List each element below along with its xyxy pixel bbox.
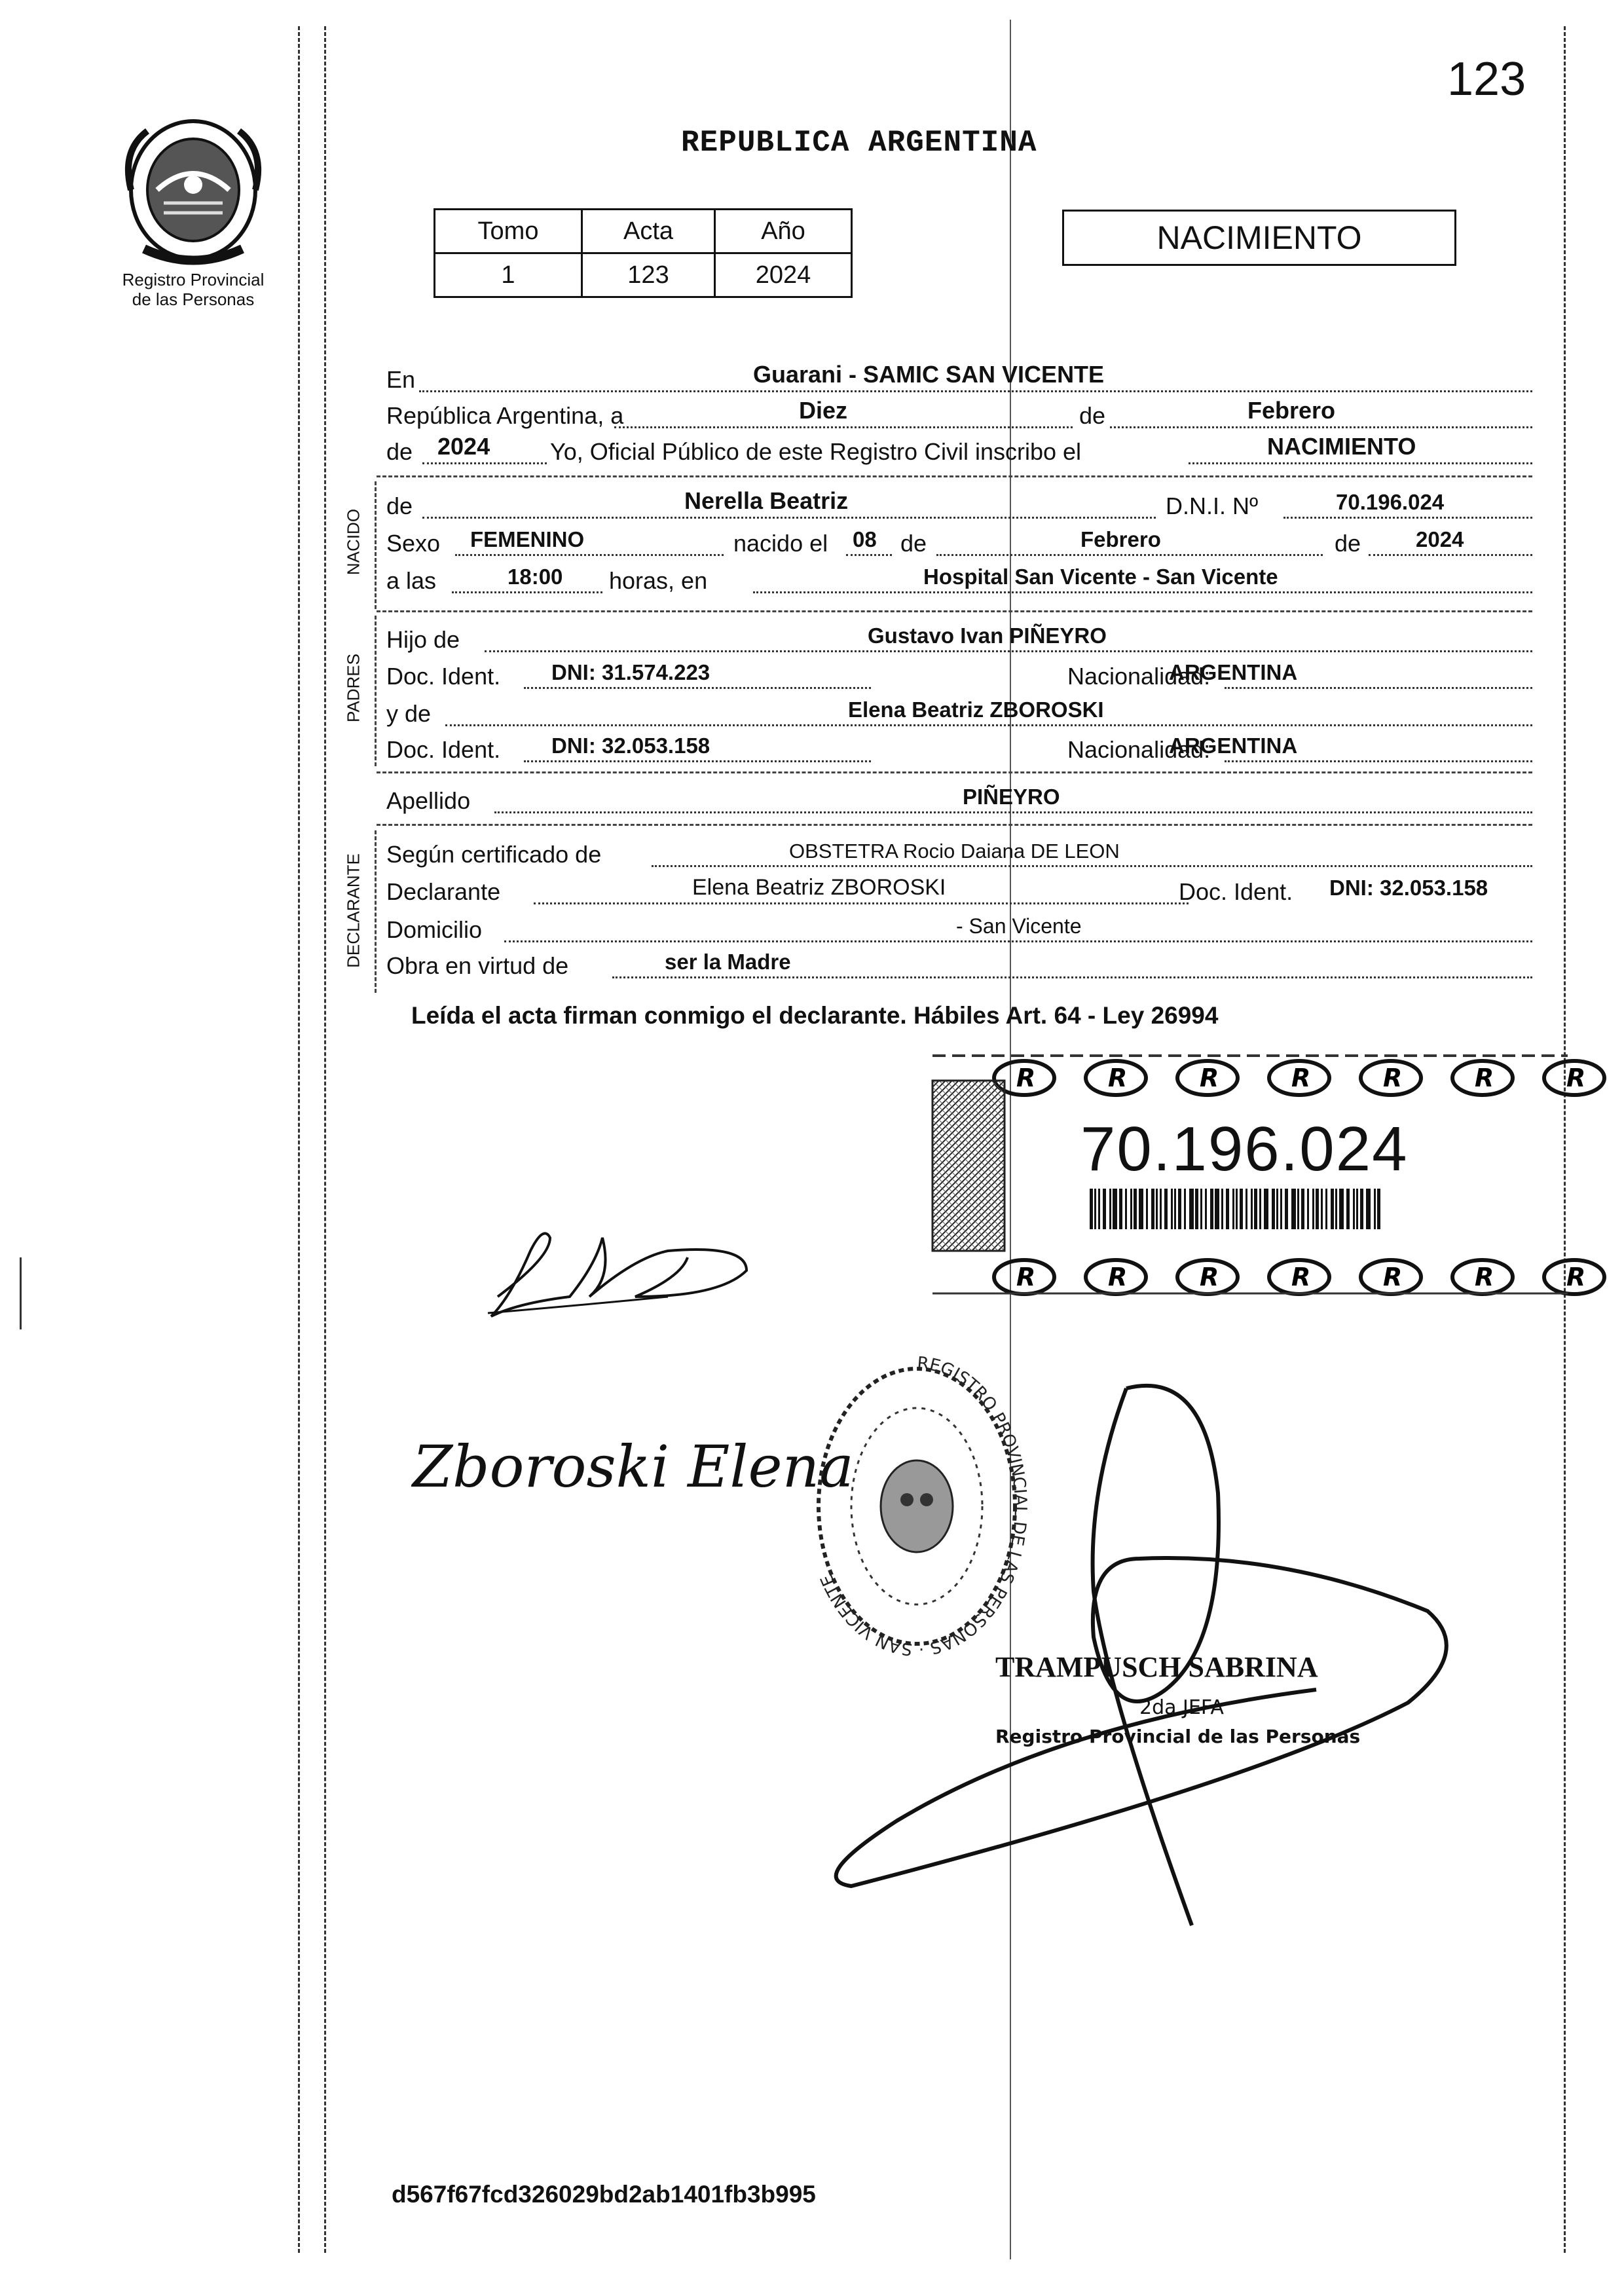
barcode-bar (1339, 1189, 1344, 1229)
barcode-bar (1276, 1189, 1278, 1229)
dotted-line (1225, 760, 1532, 762)
label-de5: de (1335, 530, 1361, 557)
label-docident-madre: Doc. Ident. (386, 736, 501, 763)
value-padre-nac: ARGENTINA (1169, 660, 1298, 684)
value-apellido: PIÑEYRO (963, 785, 1060, 809)
row-en (386, 363, 1532, 396)
r-pattern-letter: R (1566, 1263, 1586, 1291)
row-padre (386, 623, 1532, 656)
barcode-bar (1189, 1189, 1194, 1229)
barcode-bar (1090, 1189, 1093, 1229)
barcode-bar (1280, 1189, 1282, 1229)
value-decl-doc: DNI: 32.053.158 (1329, 876, 1488, 900)
dotted-line (612, 976, 1532, 978)
section-divider (377, 771, 1532, 773)
section-bar-declarante (375, 830, 377, 993)
dotted-line (485, 650, 1532, 652)
label-horas: horas, en (609, 567, 708, 594)
dotted-line (1283, 517, 1532, 519)
dotted-line (1225, 687, 1532, 689)
logo-caption-line1: Registro Provincial (122, 270, 265, 289)
barcode-bar (1377, 1189, 1380, 1229)
value-madre: Elena Beatriz ZBOROSKI (848, 697, 1104, 722)
section-divider (377, 824, 1532, 826)
r-pattern-letter: R (1566, 1064, 1586, 1092)
value-certificado: OBSTETRA Rocio Daiana DE LEON (789, 840, 1120, 862)
barcode-bar (1264, 1189, 1268, 1229)
dotted-line (1110, 426, 1532, 428)
barcode-bar (1259, 1189, 1261, 1229)
value-hora: 18:00 (507, 565, 563, 589)
misiones-coat-of-arms-icon (118, 111, 268, 269)
row-hora-lugar (386, 565, 1532, 597)
barcode-bar (1164, 1189, 1168, 1229)
barcode-bar (1232, 1189, 1234, 1229)
tomo-acta-year-table (434, 208, 853, 298)
round-seal-text: REGISTRO PROVINCIAL DE LAS PERSONAS · SAN VICENTE (817, 1353, 1031, 1657)
closing-statement: Leída el acta firman conmigo el declarante. Hábiles Art. 64 - Ley 26994 (411, 1002, 1219, 1029)
value-madre-nac: ARGENTINA (1169, 733, 1298, 758)
barcode-bar (1366, 1189, 1371, 1229)
label-obra: Obra en virtud de (386, 952, 569, 979)
barcode-bar (1221, 1189, 1223, 1229)
barcode-bar (1240, 1189, 1243, 1229)
side-label-declarante: DECLARANTE (343, 853, 363, 968)
dotted-line (524, 687, 871, 689)
r-pattern-letter: R (1200, 1064, 1219, 1092)
value-nac-anio: 2024 (1416, 527, 1464, 551)
value-nac-mes: Febrero (1080, 527, 1161, 551)
header-tomo: Tomo (435, 210, 582, 253)
section-bar-nacido (375, 481, 377, 609)
value-anio: 2024 (715, 253, 852, 297)
r-pattern-letter: R (1016, 1263, 1036, 1291)
r-pattern-letter: R (1475, 1064, 1494, 1092)
r-pattern-letter: R (1108, 1263, 1128, 1291)
dotted-line (1189, 462, 1532, 464)
value-padre: Gustavo Ivan PIÑEYRO (868, 623, 1107, 648)
barcode-bar (1215, 1189, 1219, 1229)
row-madre-doc (386, 733, 1532, 766)
value-en: Guarani - SAMIC SAN VICENTE (753, 361, 1105, 388)
barcode-bar (1251, 1189, 1253, 1229)
row-sexo-nacimiento (386, 527, 1532, 560)
barcode-bar (1301, 1189, 1304, 1229)
barcode-bar (1098, 1189, 1100, 1229)
row-fecha-acta (386, 399, 1532, 432)
barcode-bar (1130, 1189, 1132, 1229)
barcode-bar (1316, 1189, 1319, 1229)
barcode-bar (1134, 1189, 1137, 1229)
dotted-line (445, 724, 1532, 726)
barcode-bar (1285, 1189, 1288, 1229)
logo-caption-line2: de las Personas (132, 289, 255, 309)
label-apellido: Apellido (386, 787, 471, 814)
stamp-line-name: TRAMPUSCH SABRINA (995, 1651, 1318, 1683)
barcode-bar (1146, 1189, 1148, 1229)
barcode-bar (1103, 1189, 1106, 1229)
declarant-signature-text: Zboroski Elena (413, 1433, 854, 1500)
side-label-padres: PADRES (343, 654, 363, 722)
binding-line-left (298, 26, 300, 2253)
barcode-bar (1200, 1189, 1202, 1229)
r-pattern-letter: R (1383, 1064, 1403, 1092)
dni-seal-number: 70.196.024 (1080, 1114, 1409, 1184)
dotted-line (504, 940, 1532, 942)
row-obra (386, 950, 1532, 982)
logo-caption (98, 270, 288, 309)
label-yde: y de (386, 700, 432, 727)
barcode-bar (1171, 1189, 1173, 1229)
value-dia: Diez (799, 397, 848, 424)
dotted-line (452, 591, 602, 593)
label-nacionalidad: Nacionalidad: (1067, 663, 1211, 690)
section-divider (377, 475, 1532, 477)
barcode-bar (1119, 1189, 1122, 1229)
barcode-bar (1374, 1189, 1376, 1229)
barcode-bar (1184, 1189, 1186, 1229)
value-declarante: Elena Beatriz ZBOROSKI (692, 875, 946, 900)
value-dni: 70.196.024 (1336, 490, 1445, 514)
barcode-bar (1151, 1189, 1154, 1229)
record-type-box: NACIMIENTO (1062, 210, 1456, 266)
label-docident: Doc. Ident. (386, 663, 501, 690)
row-apellido (386, 785, 1532, 817)
barcode-bar (1346, 1189, 1350, 1229)
official-signature-icon (799, 1362, 1480, 1932)
dotted-line (614, 426, 1073, 428)
label-republica: República Argentina, a (386, 402, 624, 429)
barcode-bar (1113, 1189, 1117, 1229)
label-nacionalidad-madre: Nacionalidad: (1067, 736, 1211, 763)
barcode-bar (1335, 1189, 1337, 1229)
barcode-bar (1254, 1189, 1257, 1229)
dotted-line (419, 390, 1532, 392)
r-pattern-letter: R (1475, 1263, 1494, 1291)
barcode-bar (1272, 1189, 1275, 1229)
barcode-bar (1325, 1189, 1327, 1229)
dotted-line (652, 865, 1532, 867)
barcode-bar (1226, 1189, 1229, 1229)
label-dni: D.N.I. Nº (1166, 492, 1259, 519)
stamp-line-role: 2da JEFA (1139, 1696, 1224, 1719)
r-pattern-row-top (994, 1061, 1604, 1095)
barcode-bar (1205, 1189, 1207, 1229)
label-oficial: Yo, Oficial Público de este Registro Civil inscribo el (550, 438, 1082, 465)
value-nac-dia: 08 (853, 527, 877, 551)
value-mes: Febrero (1247, 397, 1336, 424)
left-mark (20, 1257, 22, 1329)
r-pattern-letter: R (1108, 1064, 1128, 1092)
official-name-stamp (982, 1650, 1388, 1768)
barcode-bar (1156, 1189, 1158, 1229)
r-pattern-letter: R (1291, 1064, 1311, 1092)
header-anio: Año (715, 210, 852, 253)
row-padre-doc (386, 660, 1532, 693)
r-pattern-letter: R (1291, 1263, 1311, 1291)
barcode-bar (1331, 1189, 1334, 1229)
barcode-bar (1109, 1189, 1111, 1229)
value-padre-doc: DNI: 31.574.223 (551, 660, 710, 684)
dotted-line (936, 554, 1323, 556)
barcode-bar (1312, 1189, 1314, 1229)
barcode-bar (1356, 1189, 1358, 1229)
binding-line-inner (324, 26, 326, 2253)
document-title: REPUBLICA ARGENTINA (681, 126, 1037, 160)
barcode-bar (1297, 1189, 1299, 1229)
row-anio-oficial (386, 433, 1532, 468)
dotted-line (1369, 554, 1532, 556)
barcode-bar (1125, 1189, 1127, 1229)
barcode-bar (1195, 1189, 1198, 1229)
dotted-line (753, 591, 1532, 593)
dotted-line (534, 902, 1189, 904)
value-nombre: Nerella Beatriz (684, 487, 849, 514)
barcode-bar (1353, 1189, 1355, 1229)
label-de: de (1079, 402, 1106, 429)
side-label-nacido: NACIDO (343, 508, 363, 576)
stamp-line-office: Registro Provincial de las Personas (995, 1726, 1361, 1747)
label-de4: de (900, 530, 927, 557)
value-lugar: Hospital San Vicente - San Vicente (923, 565, 1278, 589)
registrar-signature-icon (471, 1198, 760, 1329)
row-domicilio (386, 914, 1532, 946)
dotted-line (455, 554, 724, 556)
label-de3: de (386, 492, 413, 519)
header-acta: Acta (582, 210, 715, 253)
value-tomo: 1 (435, 253, 582, 297)
dotted-line (494, 811, 1532, 813)
label-de2: de (386, 438, 413, 465)
section-bar-padres (375, 616, 377, 766)
barcode-bar (1210, 1189, 1213, 1229)
value-domicilio: - San Vicente (956, 914, 1082, 938)
label-en: En (386, 366, 416, 393)
declarant-signature (406, 1421, 854, 1513)
value-inscribo: NACIMIENTO (1267, 433, 1416, 460)
barcode-bar (1160, 1189, 1162, 1229)
row-declarante (386, 876, 1532, 908)
r-pattern-letter: R (1016, 1064, 1036, 1092)
barcode-bar (1236, 1189, 1238, 1229)
dotted-line (422, 517, 1156, 519)
label-sexo: Sexo (386, 530, 441, 557)
value-obra: ser la Madre (665, 950, 791, 974)
dotted-line (422, 462, 547, 464)
label-decl-docident: Doc. Ident. (1179, 878, 1293, 905)
barcode-icon (1090, 1189, 1380, 1229)
barcode-bar (1321, 1189, 1323, 1229)
label-declarante: Declarante (386, 878, 501, 905)
row-madre (386, 697, 1532, 730)
barcode-bar (1291, 1189, 1296, 1229)
value-madre-doc: DNI: 32.053.158 (551, 733, 710, 758)
label-alas: a las (386, 567, 437, 594)
barcode-bar (1139, 1189, 1143, 1229)
barcode-bar (1246, 1189, 1247, 1229)
barcode-bar (1307, 1189, 1309, 1229)
row-certificado (386, 838, 1532, 871)
barcode-bar (1094, 1189, 1096, 1229)
r-pattern-letter: R (1383, 1263, 1403, 1291)
barcode-bar (1360, 1189, 1363, 1229)
label-nacido: nacido el (733, 530, 828, 557)
value-acta: 123 (582, 253, 715, 297)
document-hash: d567f67fcd326029bd2ab1401fb3b995 (392, 2181, 816, 2208)
value-sexo: FEMENINO (470, 527, 585, 551)
label-domicilio: Domicilio (386, 916, 483, 943)
r-pattern-row-bottom (994, 1260, 1604, 1294)
barcode-bar (1174, 1189, 1176, 1229)
barcode-bar (1178, 1189, 1181, 1229)
label-hijo: Hijo de (386, 626, 460, 653)
dotted-line (524, 760, 871, 762)
value-anio-acta: 2024 (437, 433, 490, 460)
r-pattern-letter: R (1200, 1263, 1219, 1291)
dotted-line (846, 554, 892, 556)
page-number: 123 (1447, 53, 1526, 105)
section-divider (377, 610, 1532, 612)
row-nombre (386, 487, 1532, 523)
label-certificado: Según certificado de (386, 841, 602, 868)
